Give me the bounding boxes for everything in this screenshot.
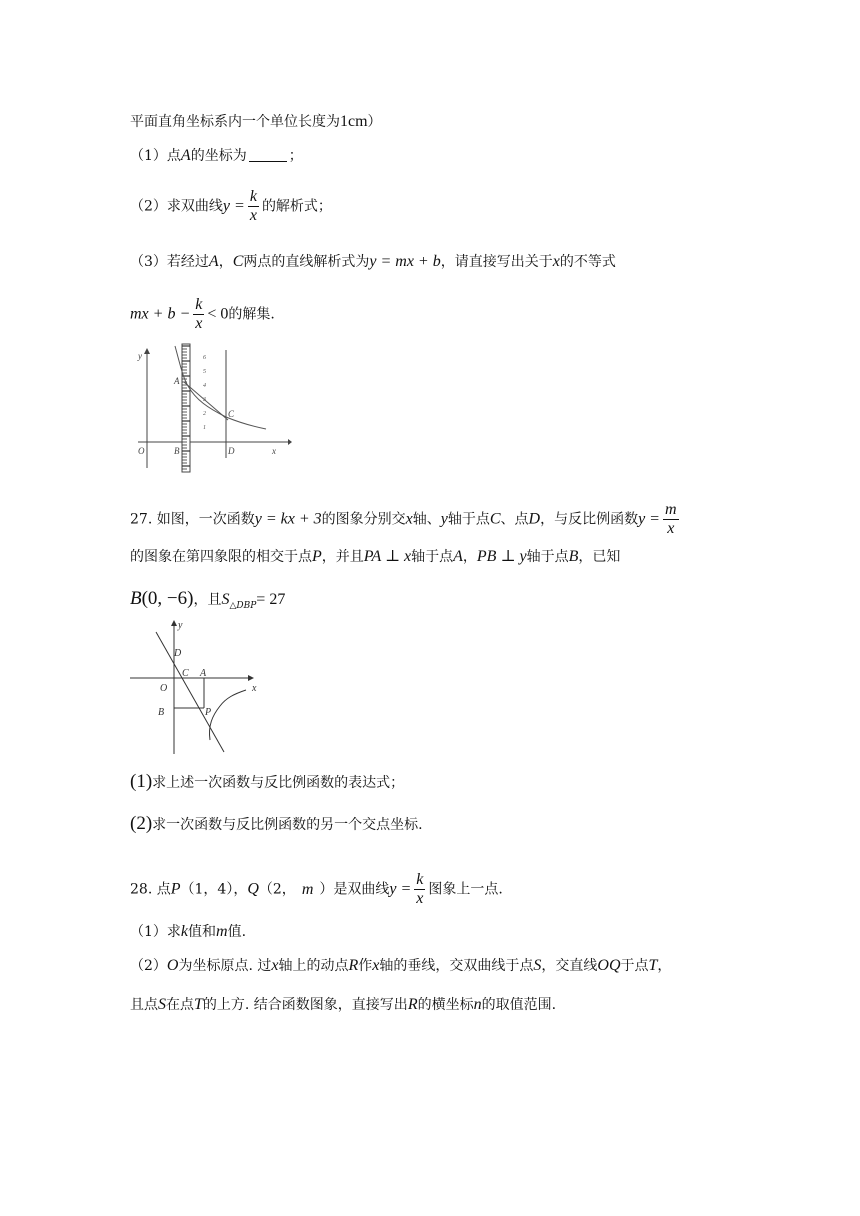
figure-2-linear-inverse bbox=[128, 618, 268, 756]
label-d: D bbox=[228, 446, 235, 456]
hyperbola-branch bbox=[209, 690, 246, 740]
ruler-label-3: 3 bbox=[203, 397, 206, 403]
q2-text: 的取值范围. bbox=[481, 997, 557, 1013]
p27-inverse-lhs: y = bbox=[638, 510, 660, 528]
p27-intro: 27. 如图，一次函数 bbox=[130, 511, 255, 528]
label-a: A bbox=[200, 668, 207, 679]
q2-r: R bbox=[348, 957, 359, 974]
p27-text: ，已知 bbox=[578, 549, 621, 565]
q3-variable: x bbox=[552, 253, 560, 270]
p27-text: ，与反比例函数 bbox=[540, 511, 639, 528]
p26-intro-text: 平面直角坐标系内一个单位长度为 bbox=[130, 114, 340, 130]
label-o: O bbox=[138, 446, 145, 456]
p27-text: ，且 bbox=[193, 592, 222, 608]
label-p: P bbox=[205, 707, 212, 718]
q2-r: R bbox=[407, 996, 418, 1013]
q3-text-2: ，请直接写出关于 bbox=[440, 254, 553, 270]
p27-subquestion-2 bbox=[130, 814, 423, 835]
p27-text: 的图象分别交 bbox=[321, 511, 406, 528]
subquestion-number: (2) bbox=[130, 813, 153, 834]
q2-text: 轴的垂线，交双曲线于点 bbox=[379, 958, 534, 974]
p28-fraction bbox=[414, 871, 425, 908]
q2-fraction bbox=[248, 188, 259, 225]
q3-comma: ， bbox=[218, 254, 233, 270]
p28-m: m bbox=[301, 880, 314, 898]
inequality-rhs: < 0 bbox=[207, 305, 229, 323]
subquestion-text: 求上述一次函数与反比例函数的表达式； bbox=[152, 775, 405, 791]
p27-area-subscript: △DBP bbox=[229, 601, 257, 611]
q3-point-a: A bbox=[208, 253, 219, 270]
label-d: D bbox=[174, 648, 182, 659]
fraction-numerator: k bbox=[249, 188, 257, 205]
p27-text: ， bbox=[462, 549, 477, 565]
q2-text: 轴上的动点 bbox=[278, 958, 349, 974]
p26-unit: 1cm bbox=[340, 113, 368, 130]
inequality-fraction bbox=[193, 296, 204, 333]
p27-point-a: A bbox=[453, 548, 463, 565]
p27-linear-equation: y = kx + 3 bbox=[254, 510, 322, 528]
x-axis-arrow bbox=[288, 439, 292, 445]
q2-text: ，交直线 bbox=[541, 958, 598, 974]
q2-o: O bbox=[166, 957, 179, 974]
p27-x: x bbox=[405, 510, 413, 528]
ruler bbox=[182, 344, 190, 472]
label-o: O bbox=[160, 683, 168, 694]
answer-blank bbox=[249, 147, 287, 162]
q2-lhs: y = bbox=[222, 197, 245, 215]
p27-pa-perp: PA ⊥ x bbox=[363, 548, 412, 565]
p28-question-2-cont bbox=[130, 995, 556, 1015]
p27-text: 轴、 bbox=[412, 511, 441, 528]
inequality-lhs: mx + b − bbox=[130, 305, 191, 323]
p27-point-b: B bbox=[130, 588, 142, 609]
label-b: B bbox=[158, 707, 165, 718]
p27-point-b: B bbox=[568, 548, 579, 565]
ruler-label-2: 2 bbox=[203, 411, 206, 417]
figure-1-ruler-hyperbola bbox=[128, 338, 292, 476]
subquestion-text: 求一次函数与反比例函数的另一个交点坐标. bbox=[152, 817, 423, 833]
label-b: B bbox=[174, 446, 180, 456]
ruler-label-5: 5 bbox=[203, 369, 206, 375]
q2-x: x bbox=[271, 957, 279, 974]
p27-line-3 bbox=[130, 589, 285, 616]
fraction-numerator: k bbox=[195, 296, 203, 313]
p27-text: 轴于点 bbox=[447, 511, 490, 528]
p26-intro-end: ） bbox=[367, 114, 382, 130]
p26-inequality-line bbox=[130, 296, 275, 333]
p27-text: ，并且 bbox=[321, 549, 364, 565]
p28-p-coords: （1，4）， bbox=[180, 881, 248, 898]
p27-point-d: D bbox=[528, 510, 541, 528]
ruler-label-4: 4 bbox=[203, 383, 206, 389]
fraction-denominator: x bbox=[667, 520, 675, 537]
q2-text: 的上方. 结合函数图象，直接写出 bbox=[202, 997, 408, 1013]
q1-point: A bbox=[180, 147, 191, 164]
p27-point-c: C bbox=[489, 510, 501, 528]
q2-text: 的解析式； bbox=[261, 198, 332, 215]
q2-text: 的横坐标 bbox=[417, 997, 474, 1013]
fraction-numerator: k bbox=[416, 871, 424, 888]
subquestion-number: (1) bbox=[130, 771, 153, 792]
p28-intro: 28. 点 bbox=[130, 881, 171, 898]
q3-text: 两点的直线解析式为 bbox=[243, 254, 370, 270]
p27-text: 的图象在第四象限的相交于点 bbox=[130, 549, 312, 565]
label-x: x bbox=[252, 683, 257, 694]
q1-k: k bbox=[180, 923, 189, 940]
q1-prefix: （1）点 bbox=[130, 148, 181, 164]
q1-text: 的坐标为 bbox=[190, 148, 247, 164]
fraction-denominator: x bbox=[249, 207, 257, 224]
p27-text: 、点 bbox=[500, 511, 529, 528]
p27-line-1 bbox=[130, 501, 682, 538]
p27-line-2 bbox=[130, 547, 620, 567]
p27-b-coordinates: (0, −6) bbox=[141, 588, 194, 609]
p28-point-q: Q bbox=[247, 880, 259, 898]
q2-t: T bbox=[648, 957, 658, 974]
p27-subquestion-1 bbox=[130, 772, 404, 793]
label-c: C bbox=[182, 668, 189, 679]
q3-line-equation: y = mx + b bbox=[369, 253, 441, 270]
q2-n: n bbox=[473, 996, 482, 1013]
q2-s: S bbox=[158, 996, 166, 1013]
p27-pb-perp: PB ⊥ y bbox=[476, 548, 527, 565]
q2-s: S bbox=[533, 957, 542, 974]
p27-text: 轴于点 bbox=[526, 549, 569, 565]
p26-question-3 bbox=[130, 252, 616, 272]
ruler-label-1: 1 bbox=[203, 425, 206, 431]
label-x: x bbox=[272, 446, 276, 456]
p28-question-1 bbox=[130, 922, 246, 942]
q1-m: m bbox=[216, 923, 228, 940]
p28-lhs: y = bbox=[389, 880, 412, 898]
q2-text: 且点 bbox=[130, 997, 158, 1013]
p27-area-symbol: S bbox=[221, 591, 230, 608]
q3-text-3: 的不等式 bbox=[559, 254, 616, 270]
p27-y: y bbox=[440, 510, 448, 528]
label-y: y bbox=[178, 620, 183, 631]
x-axis-arrow bbox=[248, 675, 254, 681]
q3-prefix: （3）若经过 bbox=[130, 254, 209, 270]
label-y: y bbox=[138, 351, 142, 361]
q1-end: ； bbox=[288, 148, 303, 164]
label-a: A bbox=[174, 376, 180, 386]
p27-fraction bbox=[663, 501, 679, 538]
q3-end: 的解集. bbox=[228, 306, 275, 323]
q2-text: 作 bbox=[358, 958, 373, 974]
p27-point-p: P bbox=[312, 548, 322, 565]
p26-question-1 bbox=[130, 146, 303, 166]
ruler-label-6: 6 bbox=[203, 355, 206, 361]
p27-text: 轴于点 bbox=[411, 549, 454, 565]
line-ac bbox=[184, 382, 228, 420]
q2-prefix: （2） bbox=[130, 958, 167, 974]
q1-end: 值. bbox=[227, 924, 247, 940]
q2-prefix: （2）求双曲线 bbox=[130, 198, 223, 215]
fraction-numerator: m bbox=[664, 501, 677, 518]
p28-line-1 bbox=[130, 871, 503, 908]
q1-prefix: （1）求 bbox=[130, 924, 181, 940]
q2-x: x bbox=[372, 957, 380, 974]
q3-point-c: C bbox=[232, 253, 244, 270]
q2-t: T bbox=[194, 996, 203, 1013]
q1-text: 值和 bbox=[188, 924, 217, 940]
y-axis-arrow bbox=[171, 620, 177, 626]
q2-text: 于点 bbox=[620, 958, 649, 974]
q2-text: 在点 bbox=[166, 997, 194, 1013]
label-c: C bbox=[228, 409, 235, 419]
fraction-denominator: x bbox=[195, 315, 203, 332]
p28-q-coords: （2， bbox=[258, 881, 296, 898]
q2-text: 为坐标原点. 过 bbox=[178, 958, 272, 974]
fraction-denominator: x bbox=[416, 890, 424, 907]
p28-text: ）是双曲线 bbox=[319, 881, 390, 898]
p26-question-2 bbox=[130, 188, 332, 225]
p28-question-2 bbox=[130, 956, 671, 976]
y-axis-arrow bbox=[144, 348, 150, 354]
p27-area-value: = 27 bbox=[256, 591, 286, 608]
p28-point-p: P bbox=[170, 880, 181, 898]
p28-text: 图象上一点. bbox=[428, 881, 503, 898]
p26-intro-line bbox=[130, 112, 382, 132]
q2-text: ， bbox=[657, 958, 672, 974]
q2-oq: OQ bbox=[597, 957, 621, 974]
